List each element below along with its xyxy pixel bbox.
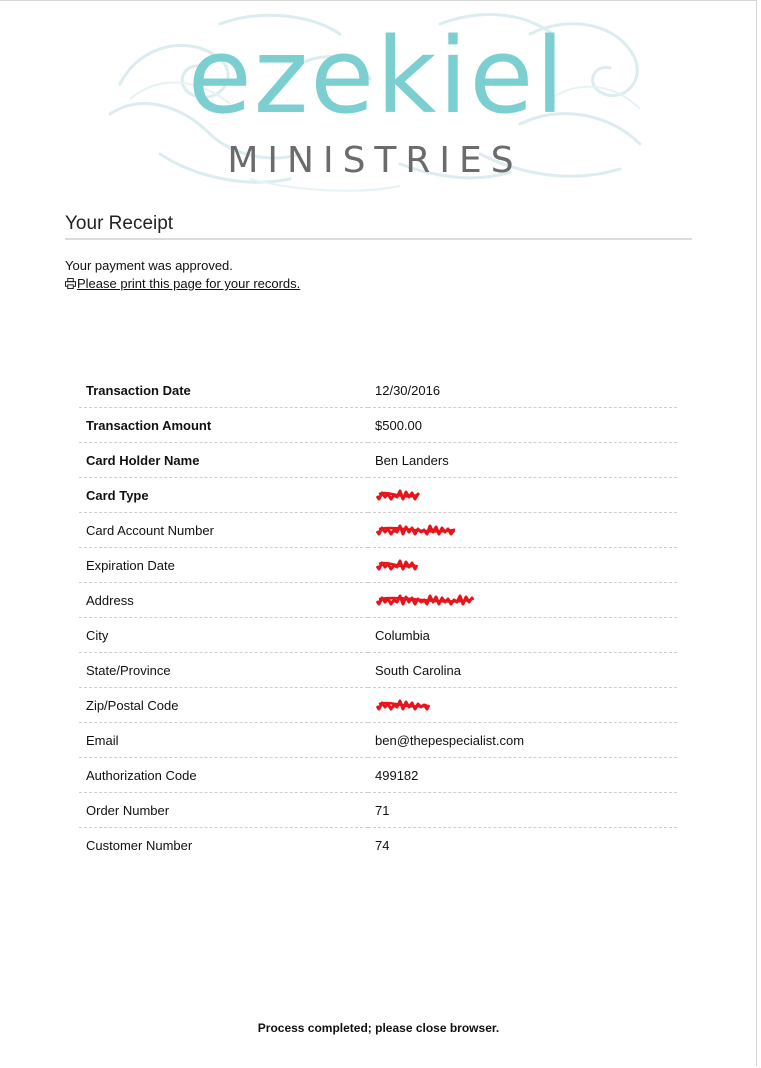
redacted-value (368, 548, 677, 583)
redacted-value (368, 583, 677, 618)
table-row (79, 828, 677, 863)
table-row (79, 653, 677, 688)
row-label: Transaction Amount (79, 408, 368, 443)
redaction-scribble (375, 487, 421, 503)
row-label: Card Holder Name (79, 443, 368, 478)
table-row (79, 548, 677, 583)
redaction-scribble (375, 592, 475, 608)
logo-word-ministries: MINISTRIES (227, 140, 523, 181)
table-row (79, 723, 677, 758)
receipt-title: Your Receipt (65, 213, 692, 240)
table-row (79, 478, 677, 513)
redacted-value (368, 688, 677, 723)
ezekiel-ministries-logo (100, 4, 660, 196)
row-value: 499182 (368, 758, 677, 793)
payment-approved-text: Your payment was approved. (65, 258, 233, 273)
redaction-scribble (375, 522, 457, 538)
row-value: Columbia (368, 618, 677, 653)
table-row (79, 583, 677, 618)
logo-word-ezekiel: ezekiel (187, 15, 567, 137)
table-row (79, 793, 677, 828)
row-label: Transaction Date (79, 373, 368, 408)
row-label: Card Account Number (79, 513, 368, 548)
row-value: $500.00 (368, 408, 677, 443)
table-row (79, 513, 677, 548)
table-row (79, 373, 677, 408)
row-label: Card Type (79, 478, 368, 513)
row-label: City (79, 618, 368, 653)
row-value: 71 (368, 793, 677, 828)
row-value: 12/30/2016 (368, 373, 677, 408)
table-row (79, 758, 677, 793)
row-label: Expiration Date (79, 548, 368, 583)
table-row (79, 408, 677, 443)
redacted-value (368, 513, 677, 548)
print-page-link-label: Please print this page for your records. (77, 276, 301, 291)
redacted-value (368, 478, 677, 513)
redaction-scribble (375, 697, 431, 713)
row-label: Authorization Code (79, 758, 368, 793)
row-value: ben@thepespecialist.com (368, 723, 677, 758)
row-label: State/Province (79, 653, 368, 688)
print-page-link[interactable] (65, 276, 300, 291)
row-value: Ben Landers (368, 443, 677, 478)
table-row (79, 443, 677, 478)
row-label: Email (79, 723, 368, 758)
receipt-details-table (79, 373, 677, 862)
row-label: Customer Number (86, 837, 193, 853)
process-completed-message: Process completed; please close browser. (257, 1021, 500, 1035)
table-row (79, 618, 677, 653)
row-value: South Carolina (368, 653, 677, 688)
printer-icon (65, 278, 76, 289)
redaction-scribble (375, 557, 419, 573)
row-value: 74 (375, 837, 390, 853)
row-label: Order Number (79, 793, 368, 828)
table-row (79, 688, 677, 723)
row-label: Zip/Postal Code (79, 688, 368, 723)
row-label: Address (79, 583, 368, 618)
